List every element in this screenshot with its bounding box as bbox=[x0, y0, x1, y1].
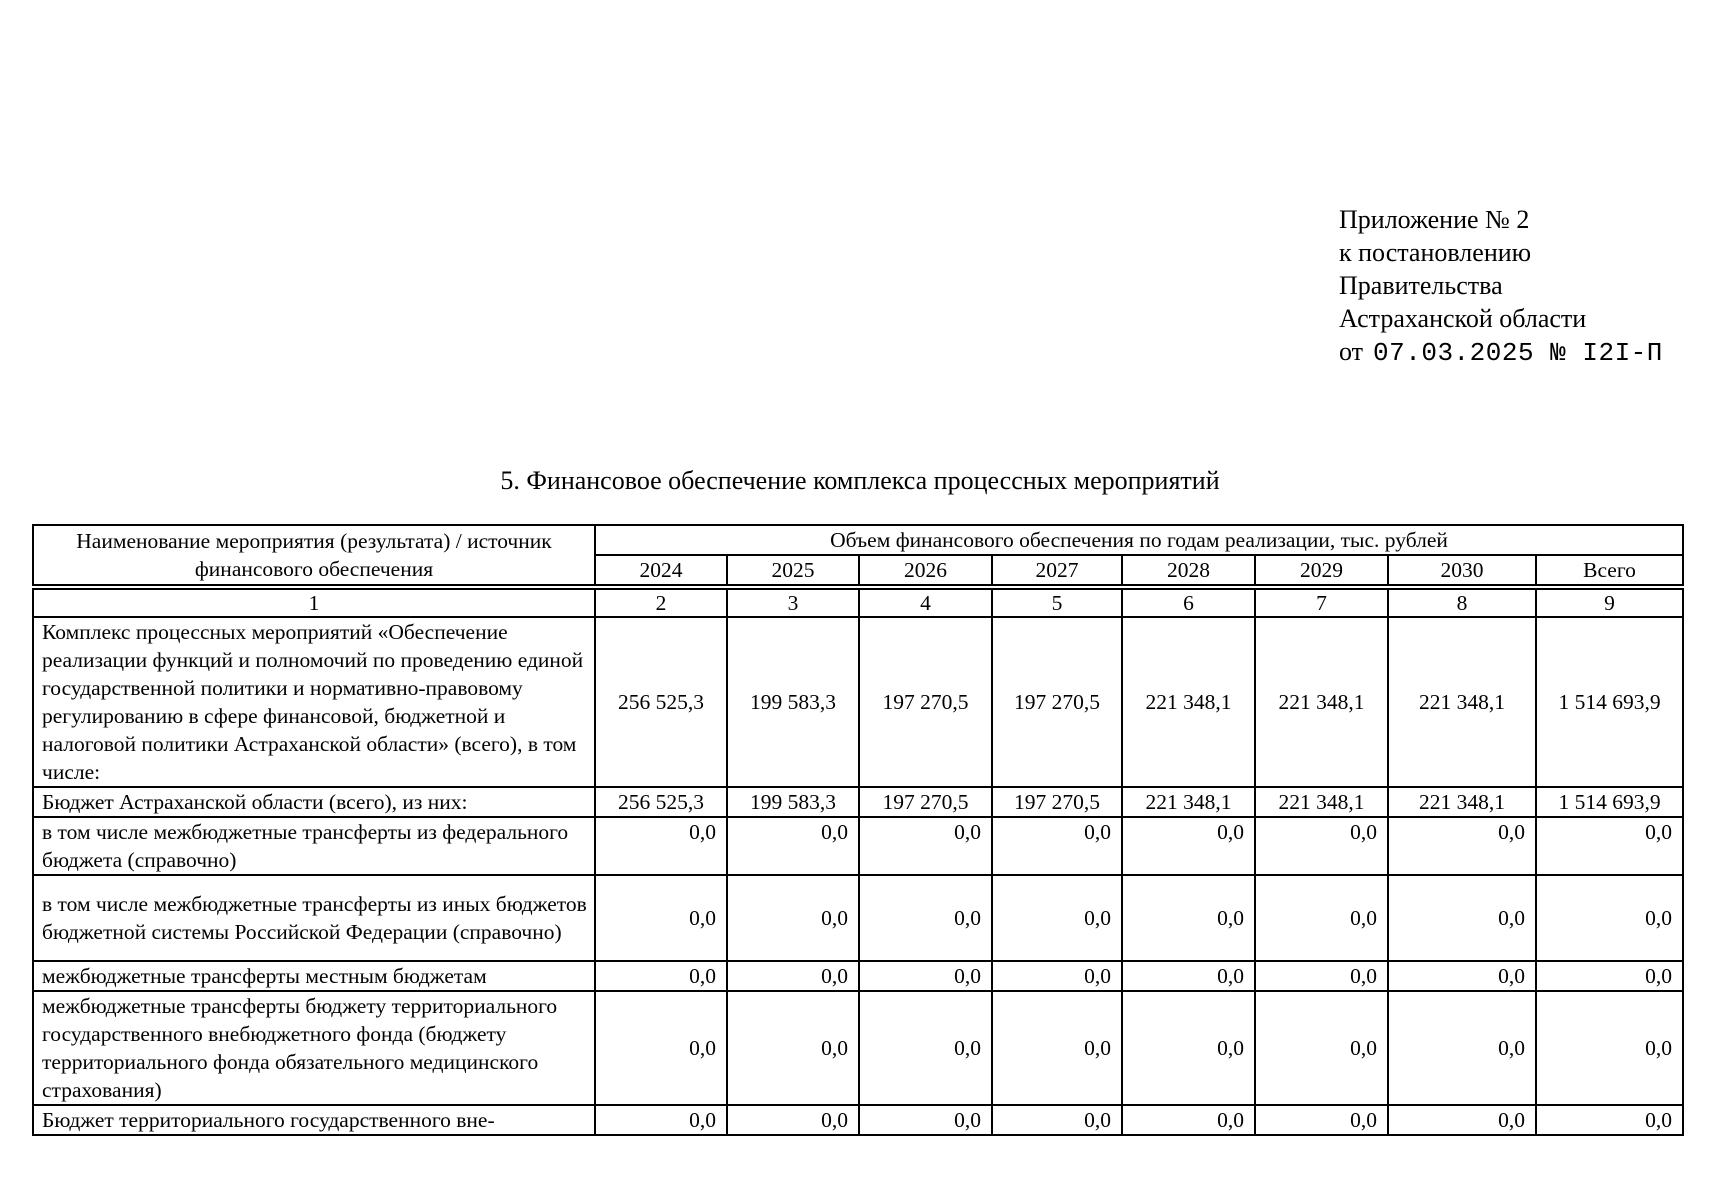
table-row bbox=[33, 817, 1683, 875]
row-value: 0,0 bbox=[727, 875, 859, 961]
header-year: 2025 bbox=[727, 555, 859, 585]
approval-block bbox=[1339, 203, 1663, 370]
financing-table bbox=[32, 524, 1684, 1136]
row-value: 0,0 bbox=[1388, 991, 1536, 1105]
row-value: 0,0 bbox=[727, 817, 859, 875]
row-name: в том числе межбюджетные трансферты из федерального бюджета (справочно) bbox=[33, 817, 595, 875]
row-value: 1 514 693,9 bbox=[1536, 787, 1683, 817]
header-total: Всего bbox=[1536, 555, 1683, 585]
column-number: 2 bbox=[595, 589, 727, 617]
approval-date-line bbox=[1339, 335, 1663, 370]
section-title-text: 5. Финансовое обеспечение комплекса процессных мероприятий bbox=[500, 466, 1220, 495]
header-row-1 bbox=[33, 525, 1683, 555]
row-value: 0,0 bbox=[992, 875, 1122, 961]
row-name: Комплекс процессных мероприятий «Обеспечение реализации функций и полномочий по проведению единой государственной политики и нормативно-правовому регулированию в сфере финансовой, бюджетной и налоговой политики Астраханской области» (всего), в том числе: bbox=[33, 617, 595, 787]
header-year: 2028 bbox=[1122, 555, 1255, 585]
row-value: 0,0 bbox=[595, 1105, 727, 1135]
row-value: 0,0 bbox=[859, 961, 992, 991]
row-value: 0,0 bbox=[1255, 817, 1388, 875]
column-number: 5 bbox=[992, 589, 1122, 617]
row-value: 0,0 bbox=[1255, 991, 1388, 1105]
table-row bbox=[33, 875, 1683, 961]
table-row bbox=[33, 787, 1683, 817]
row-value: 0,0 bbox=[992, 961, 1122, 991]
row-name: в том числе межбюджетные трансферты из иных бюджетов бюджетной системы Российской Федерации (справочно) bbox=[33, 875, 595, 961]
header-year: 2024 bbox=[595, 555, 727, 585]
column-number: 6 bbox=[1122, 589, 1255, 617]
row-value: 199 583,3 bbox=[727, 617, 859, 787]
row-value: 0,0 bbox=[1536, 817, 1683, 875]
row-name: межбюджетные трансферты бюджету территориального государственного внебюджетного фонда (бюджету территориального фонда обязательного медицинского страхования) bbox=[33, 991, 595, 1105]
row-name: Бюджет территориального государственного вне- bbox=[33, 1105, 595, 1135]
approval-date-stamp: 07.03.2025 № I2I-П bbox=[1373, 338, 1663, 368]
row-value: 197 270,5 bbox=[992, 787, 1122, 817]
approval-date-prefix: от bbox=[1339, 337, 1364, 366]
row-value: 0,0 bbox=[1255, 875, 1388, 961]
row-value: 0,0 bbox=[1255, 961, 1388, 991]
row-value: 221 348,1 bbox=[1388, 617, 1536, 787]
row-value: 0,0 bbox=[1388, 875, 1536, 961]
row-value: 0,0 bbox=[1536, 991, 1683, 1105]
table-row bbox=[33, 1105, 1683, 1135]
row-value: 0,0 bbox=[727, 1105, 859, 1135]
row-value: 256 525,3 bbox=[595, 787, 727, 817]
row-value: 221 348,1 bbox=[1388, 787, 1536, 817]
row-value: 0,0 bbox=[595, 961, 727, 991]
column-number: 8 bbox=[1388, 589, 1536, 617]
row-value: 221 348,1 bbox=[1122, 617, 1255, 787]
row-value: 197 270,5 bbox=[992, 617, 1122, 787]
row-name: Бюджет Астраханской области (всего), из них: bbox=[33, 787, 595, 817]
row-value: 1 514 693,9 bbox=[1536, 617, 1683, 787]
approval-line-3: Правительства bbox=[1339, 271, 1503, 300]
section-title bbox=[0, 464, 1724, 498]
row-value: 197 270,5 bbox=[859, 617, 992, 787]
row-value: 0,0 bbox=[727, 991, 859, 1105]
row-value: 0,0 bbox=[1388, 1105, 1536, 1135]
approval-line-4: Астраханской области bbox=[1339, 304, 1587, 333]
column-number: 1 bbox=[33, 589, 595, 617]
row-value: 221 348,1 bbox=[1255, 787, 1388, 817]
row-value: 0,0 bbox=[595, 817, 727, 875]
row-value: 197 270,5 bbox=[859, 787, 992, 817]
column-number: 7 bbox=[1255, 589, 1388, 617]
row-value: 0,0 bbox=[727, 961, 859, 991]
row-value: 0,0 bbox=[992, 817, 1122, 875]
row-value: 0,0 bbox=[1122, 875, 1255, 961]
row-value: 0,0 bbox=[1122, 961, 1255, 991]
row-value: 0,0 bbox=[595, 991, 727, 1105]
row-value: 0,0 bbox=[1536, 875, 1683, 961]
header-year: 2030 bbox=[1388, 555, 1536, 585]
table-row bbox=[33, 617, 1683, 787]
row-value: 0,0 bbox=[1388, 817, 1536, 875]
header-name-cell: Наименование мероприятия (результата) / источник финансового обеспечения bbox=[33, 525, 595, 585]
header-year: 2026 bbox=[859, 555, 992, 585]
row-value: 0,0 bbox=[1536, 961, 1683, 991]
row-value: 0,0 bbox=[859, 991, 992, 1105]
row-name: межбюджетные трансферты местным бюджетам bbox=[33, 961, 595, 991]
row-value: 0,0 bbox=[1255, 1105, 1388, 1135]
row-value: 0,0 bbox=[1122, 817, 1255, 875]
row-value: 0,0 bbox=[595, 875, 727, 961]
row-value: 0,0 bbox=[859, 875, 992, 961]
header-year: 2027 bbox=[992, 555, 1122, 585]
row-value: 0,0 bbox=[1122, 991, 1255, 1105]
approval-line-2: к постановлению bbox=[1339, 238, 1532, 267]
table-row bbox=[33, 991, 1683, 1105]
row-value: 0,0 bbox=[859, 817, 992, 875]
row-value: 221 348,1 bbox=[1122, 787, 1255, 817]
approval-line-1: Приложение № 2 bbox=[1339, 205, 1530, 234]
row-value: 199 583,3 bbox=[727, 787, 859, 817]
row-value: 0,0 bbox=[859, 1105, 992, 1135]
table-row bbox=[33, 961, 1683, 991]
row-value: 0,0 bbox=[1536, 1105, 1683, 1135]
row-value: 0,0 bbox=[992, 1105, 1122, 1135]
column-number: 3 bbox=[727, 589, 859, 617]
column-number: 9 bbox=[1536, 589, 1683, 617]
row-value: 256 525,3 bbox=[595, 617, 727, 787]
row-value: 0,0 bbox=[1122, 1105, 1255, 1135]
row-value: 221 348,1 bbox=[1255, 617, 1388, 787]
row-value: 0,0 bbox=[1388, 961, 1536, 991]
header-volume-cell: Объем финансового обеспечения по годам реализации, тыс. рублей bbox=[595, 525, 1683, 555]
row-value: 0,0 bbox=[992, 991, 1122, 1105]
header-year: 2029 bbox=[1255, 555, 1388, 585]
column-number-row bbox=[33, 589, 1683, 617]
column-number: 4 bbox=[859, 589, 992, 617]
